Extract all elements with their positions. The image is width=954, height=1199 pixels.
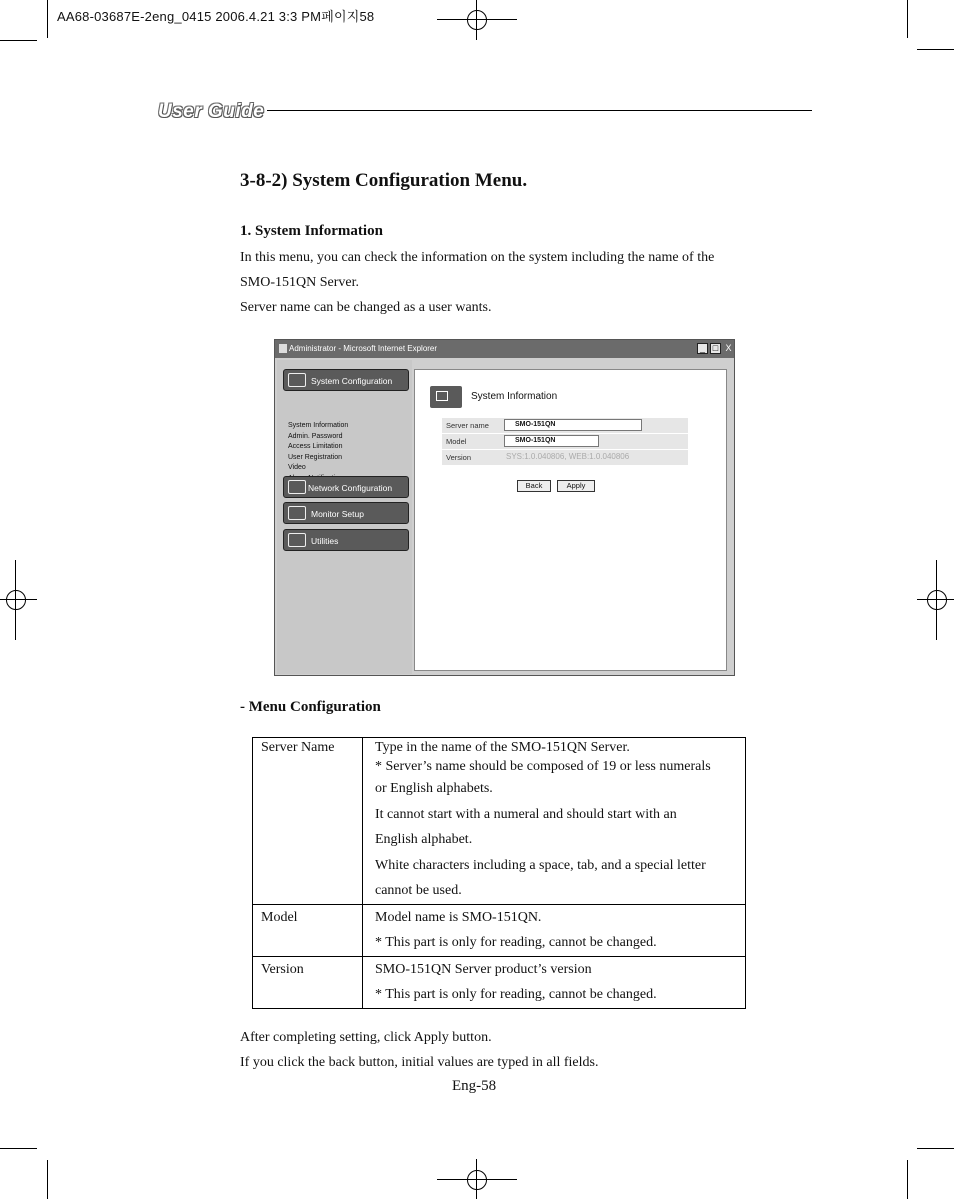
- row-line: SMO-151QN Server product’s version: [375, 961, 592, 977]
- panel-title: System Information: [471, 391, 558, 402]
- footer-line: After completing setting, click Apply button.: [240, 1030, 492, 1045]
- intro-line: Server name can be changed as a user wants.: [240, 300, 492, 315]
- subsection-title: 1. System Information: [240, 223, 383, 239]
- table-row: [253, 904, 746, 956]
- monitor-icon: [288, 506, 306, 520]
- crop-mark: [0, 599, 37, 600]
- model-input: SMO-151QN: [504, 435, 599, 447]
- crop-mark: [476, 0, 477, 40]
- crop-mark: [47, 0, 48, 38]
- crop-mark: [907, 0, 908, 38]
- menu-label: System Configuration: [311, 376, 393, 386]
- field-row-model: [442, 434, 688, 449]
- crop-mark: [47, 1160, 48, 1199]
- user-guide-logo: User Guide: [158, 101, 265, 122]
- server-name-label: Server name: [446, 421, 489, 430]
- embedded-screenshot: [274, 339, 735, 676]
- footer-line: If you click the back button, initial values are typed in all fields.: [240, 1055, 599, 1070]
- crop-mark: [476, 1159, 477, 1199]
- registration-mark-icon: [927, 590, 947, 610]
- system-information-icon: [430, 386, 462, 408]
- maximize-icon[interactable]: □: [710, 343, 721, 354]
- window-title: Administrator - Microsoft Internet Explorer: [289, 344, 438, 353]
- server-name-input[interactable]: SMO-151QN: [504, 419, 642, 431]
- page-number: Eng-58: [452, 1078, 497, 1094]
- submenu-item-system-information[interactable]: System Information: [288, 422, 349, 429]
- field-row-version: [442, 450, 688, 465]
- registration-mark-icon: [6, 590, 26, 610]
- intro-line: In this menu, you can check the information on the system including the name of the: [240, 250, 715, 265]
- network-icon: [288, 480, 306, 494]
- submenu-item-admin-password[interactable]: Admin. Password: [288, 432, 343, 440]
- ie-icon: [279, 344, 287, 353]
- crop-mark: [936, 560, 937, 640]
- row-line: * Server’s name should be composed of 19 or less numerals: [375, 759, 711, 774]
- menu-configuration-title: - Menu Configuration: [240, 699, 381, 715]
- utilities-icon: [288, 533, 306, 547]
- intro-line: SMO-151QN Server.: [240, 275, 359, 290]
- crop-mark: [437, 19, 517, 20]
- print-header: AA68-03687E-2eng_0415 2006.4.21 3:3 PM페이지58: [57, 9, 375, 24]
- main-panel: [414, 369, 727, 671]
- row-line: Model name is SMO-151QN.: [375, 909, 542, 925]
- row-line: cannot be used.: [375, 883, 462, 898]
- model-label: Model: [446, 437, 467, 446]
- row-line: * This part is only for reading, cannot be changed.: [375, 987, 657, 1002]
- network-configuration-button[interactable]: [283, 476, 409, 498]
- crop-mark: [917, 49, 954, 50]
- registration-mark-icon: [467, 10, 487, 30]
- submenu-item-video[interactable]: Video: [288, 464, 306, 472]
- system-config-icon: [288, 373, 306, 387]
- system-configuration-button[interactable]: [283, 369, 409, 391]
- row-line: Type in the name of the SMO-151QN Server.: [375, 740, 630, 755]
- window-titlebar: [275, 340, 734, 358]
- apply-button[interactable]: Apply: [557, 480, 595, 492]
- table-row: [253, 738, 746, 905]
- back-button[interactable]: Back: [517, 480, 551, 492]
- monitor-setup-button[interactable]: [283, 502, 409, 524]
- row-line: White characters including a space, tab, and a special letter: [375, 857, 706, 873]
- version-label: Version: [446, 453, 472, 462]
- row-name: Version: [261, 961, 304, 977]
- table-row: [253, 956, 746, 1008]
- section-title: 3-8-2) System Configuration Menu.: [240, 170, 528, 191]
- crop-mark: [0, 1148, 37, 1149]
- row-line: * This part is only for reading, cannot be changed.: [375, 935, 657, 950]
- menu-label: Monitor Setup: [311, 509, 364, 519]
- header-rule: [267, 110, 812, 111]
- field-row-server-name: [442, 418, 688, 433]
- menu-configuration-table: [252, 737, 746, 1009]
- registration-mark-icon: [467, 1170, 487, 1190]
- menu-label: Network Configuration: [308, 483, 393, 493]
- row-line: It cannot start with a numeral and should start with an: [375, 806, 677, 822]
- crop-mark: [907, 1160, 908, 1199]
- row-line: English alphabet.: [375, 832, 473, 847]
- utilities-button[interactable]: [283, 529, 409, 551]
- row-name: Server Name: [261, 740, 335, 755]
- minimize-icon[interactable]: _: [697, 343, 708, 354]
- crop-mark: [15, 560, 16, 640]
- menu-label: Utilities: [311, 536, 339, 546]
- submenu-item-access-limitation[interactable]: Access Limitation: [288, 443, 343, 451]
- crop-mark: [917, 1148, 954, 1149]
- submenu-item-user-registration[interactable]: User Registration: [288, 453, 343, 461]
- crop-mark: [0, 40, 37, 41]
- version-value: SYS:1.0.040806, WEB:1.0.040806: [506, 452, 630, 461]
- row-name: Model: [261, 909, 298, 925]
- sidebar: [277, 360, 412, 674]
- row-line: or English alphabets.: [375, 781, 493, 796]
- crop-mark: [437, 1179, 517, 1180]
- close-icon[interactable]: X: [723, 343, 734, 354]
